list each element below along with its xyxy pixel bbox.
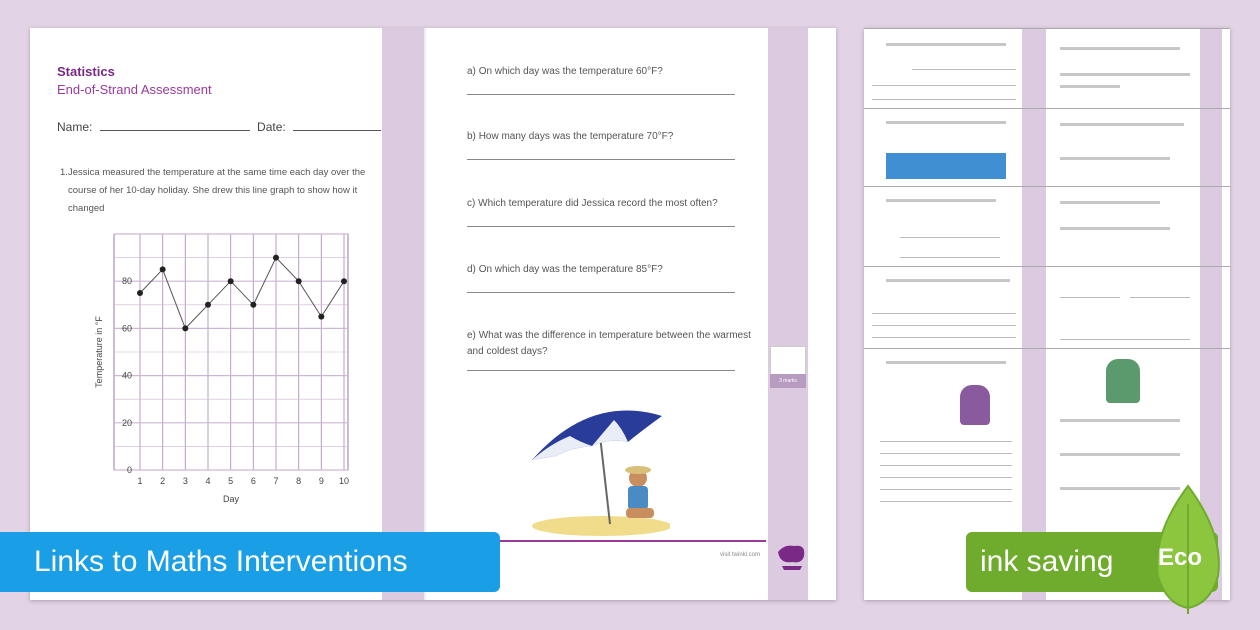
question-b xyxy=(467,129,757,160)
data-point xyxy=(341,278,347,284)
ink-saving-text: ink saving xyxy=(980,545,1114,578)
y-tick-label: 0 xyxy=(126,465,132,475)
page-gutter xyxy=(424,28,426,600)
date-field xyxy=(293,120,381,131)
answer-line xyxy=(467,159,735,160)
question-e xyxy=(467,328,757,371)
data-point xyxy=(182,325,188,331)
question-d xyxy=(467,262,757,293)
chart-x-label: Day xyxy=(222,494,240,504)
name-label: Name: xyxy=(57,120,93,134)
answer-line xyxy=(467,370,735,371)
chart-x-ticks xyxy=(137,476,349,486)
question-d-text: On which day was the temperature 85°F? xyxy=(478,264,663,275)
thumbnail-page xyxy=(864,28,1230,108)
question-a-label: a) xyxy=(467,66,476,77)
x-tick-label: 4 xyxy=(205,476,211,486)
data-point xyxy=(160,266,166,272)
series-line xyxy=(140,258,344,329)
maths-interventions-banner[interactable]: Links to Maths Interventions xyxy=(0,532,500,592)
answer-line xyxy=(467,292,735,293)
y-tick-label: 60 xyxy=(121,323,132,334)
date-label: Date: xyxy=(257,120,286,134)
logo-icon xyxy=(774,542,810,572)
data-point xyxy=(205,302,211,308)
y-tick-label: 80 xyxy=(121,276,132,287)
eco-label: Eco xyxy=(1158,544,1203,571)
x-tick-label: 10 xyxy=(338,476,350,486)
question-1-text: Jessica measured the temperature at the same time each day over the course of her 10-day holiday. She drew this line graph to show how it changed xyxy=(68,167,366,214)
website-text: visit twinkl.com xyxy=(720,552,761,558)
x-tick-label: 7 xyxy=(273,476,279,486)
temperature-line-chart xyxy=(58,224,358,524)
question-1 xyxy=(60,164,368,218)
x-tick-label: 9 xyxy=(318,476,324,486)
x-tick-label: 3 xyxy=(182,476,188,486)
worksheet-preview xyxy=(30,28,836,600)
x-tick-label: 1 xyxy=(137,476,143,486)
thumbnail-page xyxy=(864,186,1230,266)
thumbnail-page xyxy=(864,266,1230,348)
data-point xyxy=(137,290,143,296)
question-e-label: e) xyxy=(467,330,476,341)
data-point xyxy=(318,314,324,320)
data-point xyxy=(228,278,234,284)
question-e-text: What was the difference in temperature between the warmest and coldest days? xyxy=(467,330,751,357)
data-point xyxy=(273,255,279,261)
marks-label: 3 marks xyxy=(770,374,806,388)
name-field xyxy=(100,120,250,131)
chart-y-ticks xyxy=(122,276,132,475)
question-d-label: d) xyxy=(467,264,476,275)
beach-umbrella-illustration xyxy=(530,398,670,538)
x-tick-label: 2 xyxy=(160,476,166,486)
answer-line xyxy=(467,226,735,227)
x-tick-label: 8 xyxy=(296,476,302,486)
question-a xyxy=(467,64,757,95)
question-b-label: b) xyxy=(467,131,476,142)
page-margin-band xyxy=(382,28,424,600)
chart-series-line xyxy=(140,258,344,329)
page-margin-band xyxy=(768,28,808,600)
question-c xyxy=(467,196,757,227)
worksheet-subtitle: End-of-Strand Assessment xyxy=(57,82,212,97)
question-b-text: How many days was the temperature 70°F? xyxy=(478,131,674,142)
name-date-line xyxy=(57,120,381,134)
data-point xyxy=(296,278,302,284)
question-a-text: On which day was the temperature 60°F? xyxy=(478,66,663,77)
answer-line xyxy=(467,94,735,95)
question-c-label: c) xyxy=(467,198,476,209)
y-tick-label: 40 xyxy=(121,370,132,381)
y-tick-label: 20 xyxy=(121,417,132,428)
chart-grid xyxy=(114,234,348,470)
x-tick-label: 6 xyxy=(250,476,256,486)
x-tick-label: 5 xyxy=(228,476,234,486)
data-point xyxy=(250,302,256,308)
worksheet-title: Statistics xyxy=(57,64,115,79)
question-number: 1. xyxy=(60,167,68,178)
question-c-text: Which temperature did Jessica record the most often? xyxy=(478,198,718,209)
thumbnail-page xyxy=(864,108,1230,186)
chart-y-label: Temperature in °F xyxy=(94,316,104,388)
